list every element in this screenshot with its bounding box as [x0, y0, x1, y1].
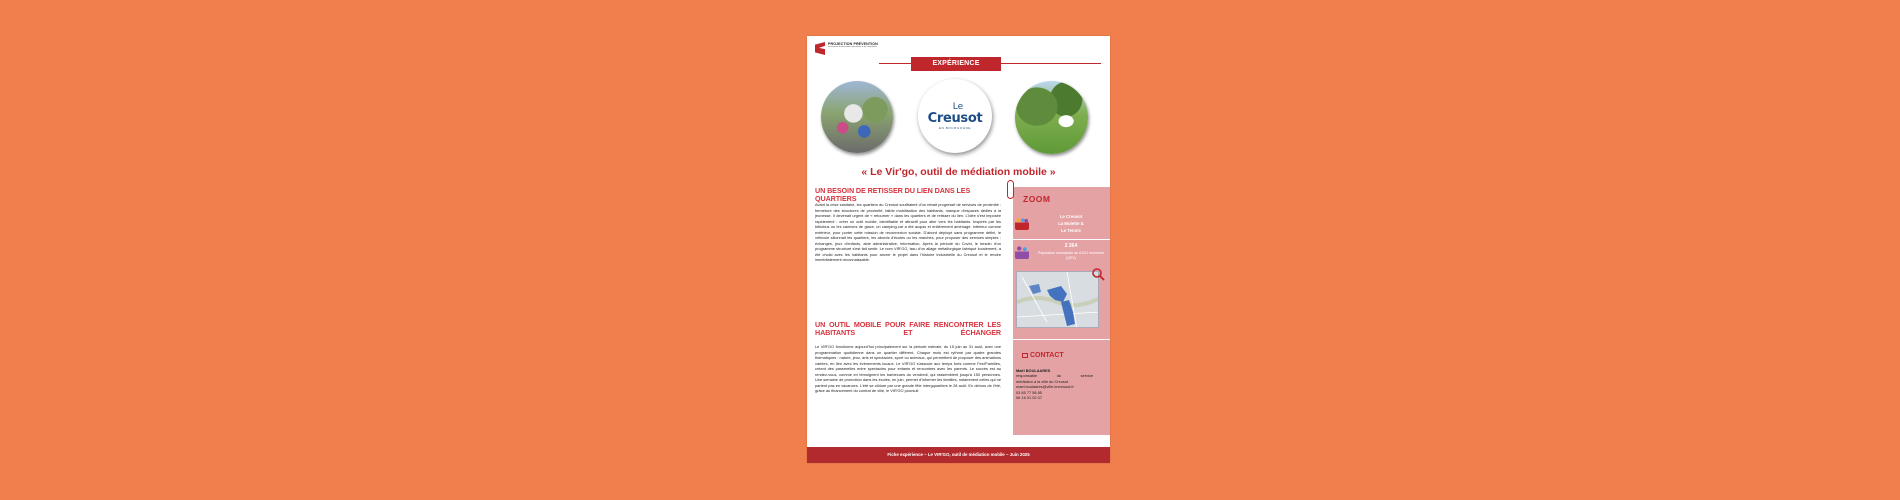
zoom-city-line1: Le Creusot — [1059, 214, 1083, 219]
city-logo-name: Creusot — [927, 110, 983, 126]
zoom-title: ZOOM — [1023, 194, 1051, 204]
zoom-divider — [1013, 239, 1110, 240]
family-icon — [1015, 245, 1029, 259]
neighbourhood-icon — [1015, 216, 1029, 230]
magnifier-icon — [1091, 267, 1105, 281]
contact-role-line1: responsable du service — [1016, 373, 1093, 379]
contact-heading — [1022, 352, 1064, 359]
section1-body: Avant la crise sanitaire, les quartiers du Creusot souffraient d'un retrait progressif de services de proximité : fermeture des structures de proximité, faible mobilisation des habitants, manque d'espaces dédiés à la jeunesse. Il devenait urgent de « retourner » dans les quartiers et de retisser du lien. L'idée s'est imposée rapidement : créer un outil mobile, identifiable et attractif pour aller vers les habitants. Inspirés par les biblobus ou les camions de glace, un camping-car a été acquis et entièrement aménagé, intérieur comme extérieur, pour porter cette mission de reconnexion sociale. D'abord déployé sans programme défini, le véhicule sillonnait les quartiers, les abords d'écoles ou les marchés, pour proposer des services simples : échanges, jeux d'enfants, aide administrative, information. Après la période du Covid, le besoin d'un programme structuré s'est fait sentir. Le nom VIR'GO, issu d'un allage métallurgique fabriqué localement, a été choisi avec les habitants pour ancrer le projet dans l'histoire industrielle du Creusot et le rendre immédiatement reconnaissable. — [815, 202, 1001, 262]
zoom-city-line3: Le Tennis — [1061, 228, 1081, 233]
zoom-sidebar — [1013, 187, 1110, 435]
contact-divider — [1013, 339, 1110, 340]
organization-logo — [815, 42, 878, 55]
city-logo-region: EN BOURGOGNE — [938, 125, 972, 130]
experience-badge: EXPÉRIENCE — [911, 57, 1001, 71]
population-number: 2 264 — [1064, 243, 1078, 249]
section2-title: UN OUTIL MOBILE POUR FAIRE RENCONTRER LES HABITANTS ET ÉCHANGER — [815, 320, 1001, 337]
neighbourhood-map — [1016, 271, 1099, 328]
section2-body: Le VIR'GO fonctionne aujourd'hui principalement sur la période estivale, du 15 juin au 31 août, avec une programmation quotidienne dans un quartier différent. Chaque mois est rythmé par quatre grandes thématiques : nature, jeux, arts et spectacles, sport ou animaux, qui permettent de proposer des animations variées, en lien avec les évènements locaux. Le VIR'GO s'associe aux temps forts comme Fest'Familles, créant des passerelles entre spectacles pour enfants et rencontres avec les parents. Le succès est au rendez-vous, comme en témoignent les barbecues du vendredi, qui rassemblent jusqu'à 150 personnes. Une semaine de promotion dans les écoles, en juin, permet d'informer les familles, notamment celles qui ne partent pas en vacances. L'été se clôture par une grande fête intergquartiers le 28 août. En dehors de l'été, grâce au financement du contrat de ville, le VIR'GO poursuit — [815, 344, 1001, 393]
logo-title: PROJECTION PRÉVENTION — [828, 42, 878, 46]
logo-mark-icon — [815, 42, 825, 55]
zoom-city-line2: La Molette & — [1058, 221, 1084, 226]
contact-details — [1016, 368, 1093, 400]
mail-icon — [1022, 353, 1028, 358]
paperclip-icon — [1007, 180, 1014, 199]
city-logo — [918, 79, 992, 153]
contact-email[interactable]: mael.boulaares@ville-lecreusot.fr — [1016, 384, 1074, 390]
logo-subtitle: association de prévention spécialisée et de citoyenneté — [828, 46, 877, 48]
park-photo — [1015, 81, 1088, 154]
contact-name: Maël BOULAARES — [1016, 368, 1051, 373]
contact-phone1: 03 85 77 58 85 — [1016, 389, 1042, 395]
market-photo — [821, 81, 893, 153]
document-title: « Le Vir'go, outil de médiation mobile » — [861, 166, 1056, 178]
contact-title: CONTACT — [1030, 352, 1064, 359]
page-footer: Fiche expérience – Le VIR'GO, outil de médiation mobile – Juin 2025 — [807, 447, 1110, 463]
population-label: Population municipale au 01/01 recensée (QPV) — [1038, 251, 1104, 260]
section1-title: UN BESOIN DE RETISSER DU LIEN DANS LES QUARTIERS — [815, 186, 971, 203]
city-logo-le: Le — [952, 101, 964, 112]
contact-phone2: 06 16 01 02 07 — [1016, 395, 1042, 401]
experience-sheet-page — [807, 36, 1110, 463]
contact-role-line2: médiation à la ville du Creusot — [1016, 378, 1069, 384]
